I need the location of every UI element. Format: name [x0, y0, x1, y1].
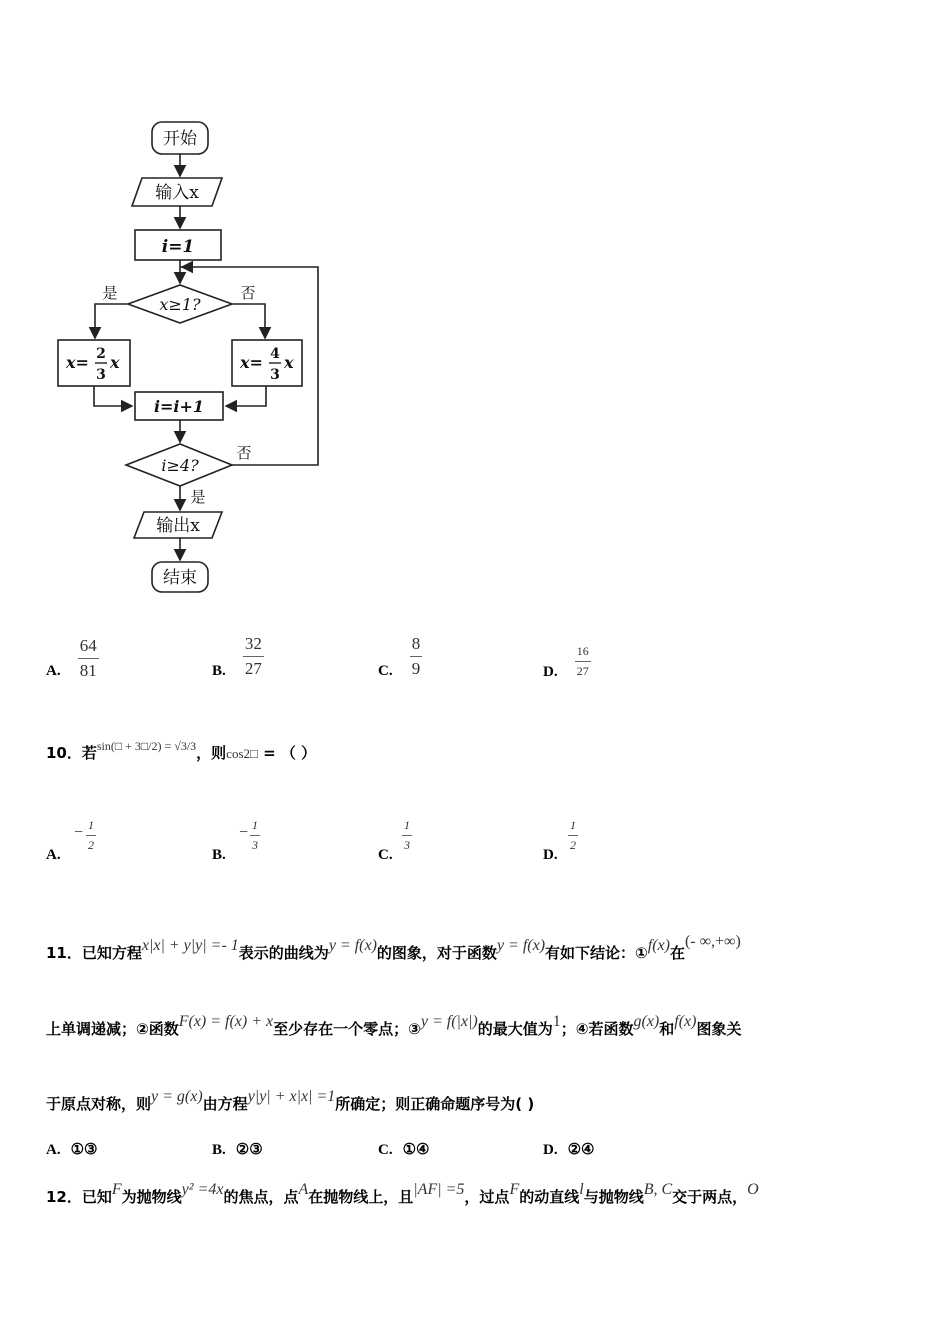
branch-yes-num: 2 [96, 346, 106, 362]
increment-label: i=i+1 [153, 397, 205, 416]
cond1-yes-label: 是 [102, 284, 118, 302]
end-label: 结束 [163, 568, 197, 588]
q9-option-b[interactable]: B. $\frac{32}{27}$ [212, 634, 262, 679]
q9-option-c[interactable]: C. $\frac{8}{9}$ [378, 634, 421, 679]
q9-option-a[interactable]: A. $\frac{64}{81}$ [46, 636, 97, 680]
branch-yes-left: x= [66, 353, 89, 372]
q10-expr2: cos2□ [226, 746, 258, 761]
q9-option-d[interactable]: D. $\frac{16}{27}$ [543, 644, 589, 680]
input-label: 输入x [155, 183, 199, 203]
branch-yes-den: 3 [96, 367, 106, 383]
q11-line-2: 上单调递减；②函数F(x) = f(x) + x至少存在一个零点；③y = f(|x|)的最大值为1；④若函数g(x)和f(x)图象关 [46, 1013, 742, 1038]
cond2-yes-label: 是 [190, 488, 206, 506]
q11-option-a[interactable]: A. ①③ [46, 1142, 98, 1158]
start-label: 开始 [163, 129, 197, 149]
init-label: i=1 [161, 237, 195, 257]
output-label: 输出x [156, 516, 200, 536]
q10-option-c[interactable]: C. $\frac{1}{3}$ [378, 818, 410, 863]
cond1-no-label: 否 [240, 284, 256, 302]
branch-no-right: x [284, 353, 294, 372]
q11-option-b[interactable]: B. ②③ [212, 1142, 263, 1158]
branch-no-num: 4 [270, 346, 280, 362]
q11-line-1: 11．已知方程x|x| + y|y| =- 1表示的曲线为y = f(x)的图象，对于函数y = f(x)有如下结论：①f(x)在(- ∞,+∞) [46, 933, 741, 962]
q11-option-c[interactable]: C. ①④ [378, 1142, 430, 1158]
q10-expr: sin(□ + 3□/2) = √3/3 [96, 739, 197, 753]
q12-line-1: 12．已知F为抛物线y² =4x的焦点，点A在抛物线上，且|AF| =5，过点F的动直线l与抛物线B, C交于两点，O [46, 1181, 759, 1206]
branch-yes-right: x [110, 353, 120, 372]
q10-option-b[interactable]: B. − $\frac{1}{3}$ [212, 818, 258, 863]
branch-no-left: x= [240, 353, 263, 372]
flowchart [40, 100, 340, 600]
cond1-label: x≥1? [159, 295, 201, 314]
cond2-label: i≥4? [161, 456, 199, 475]
q10-option-d[interactable]: D. $\frac{1}{2}$ [543, 818, 576, 863]
q10-option-a[interactable]: A. − $\frac{1}{2}$ [46, 818, 94, 863]
branch-no-den: 3 [270, 367, 280, 383]
q11-line-3: 于原点对称，则y = g(x)由方程y|y| + x|x| =1所确定；则正确命题序号为( ) [46, 1088, 535, 1113]
q11-option-d[interactable]: D. ②④ [543, 1142, 595, 1158]
cond2-no-label: 否 [236, 444, 252, 462]
q10-stem: 10．若$^{sin(□ + 3□/2) = √3/3}$，则cos2□ = （ ） [46, 739, 317, 762]
